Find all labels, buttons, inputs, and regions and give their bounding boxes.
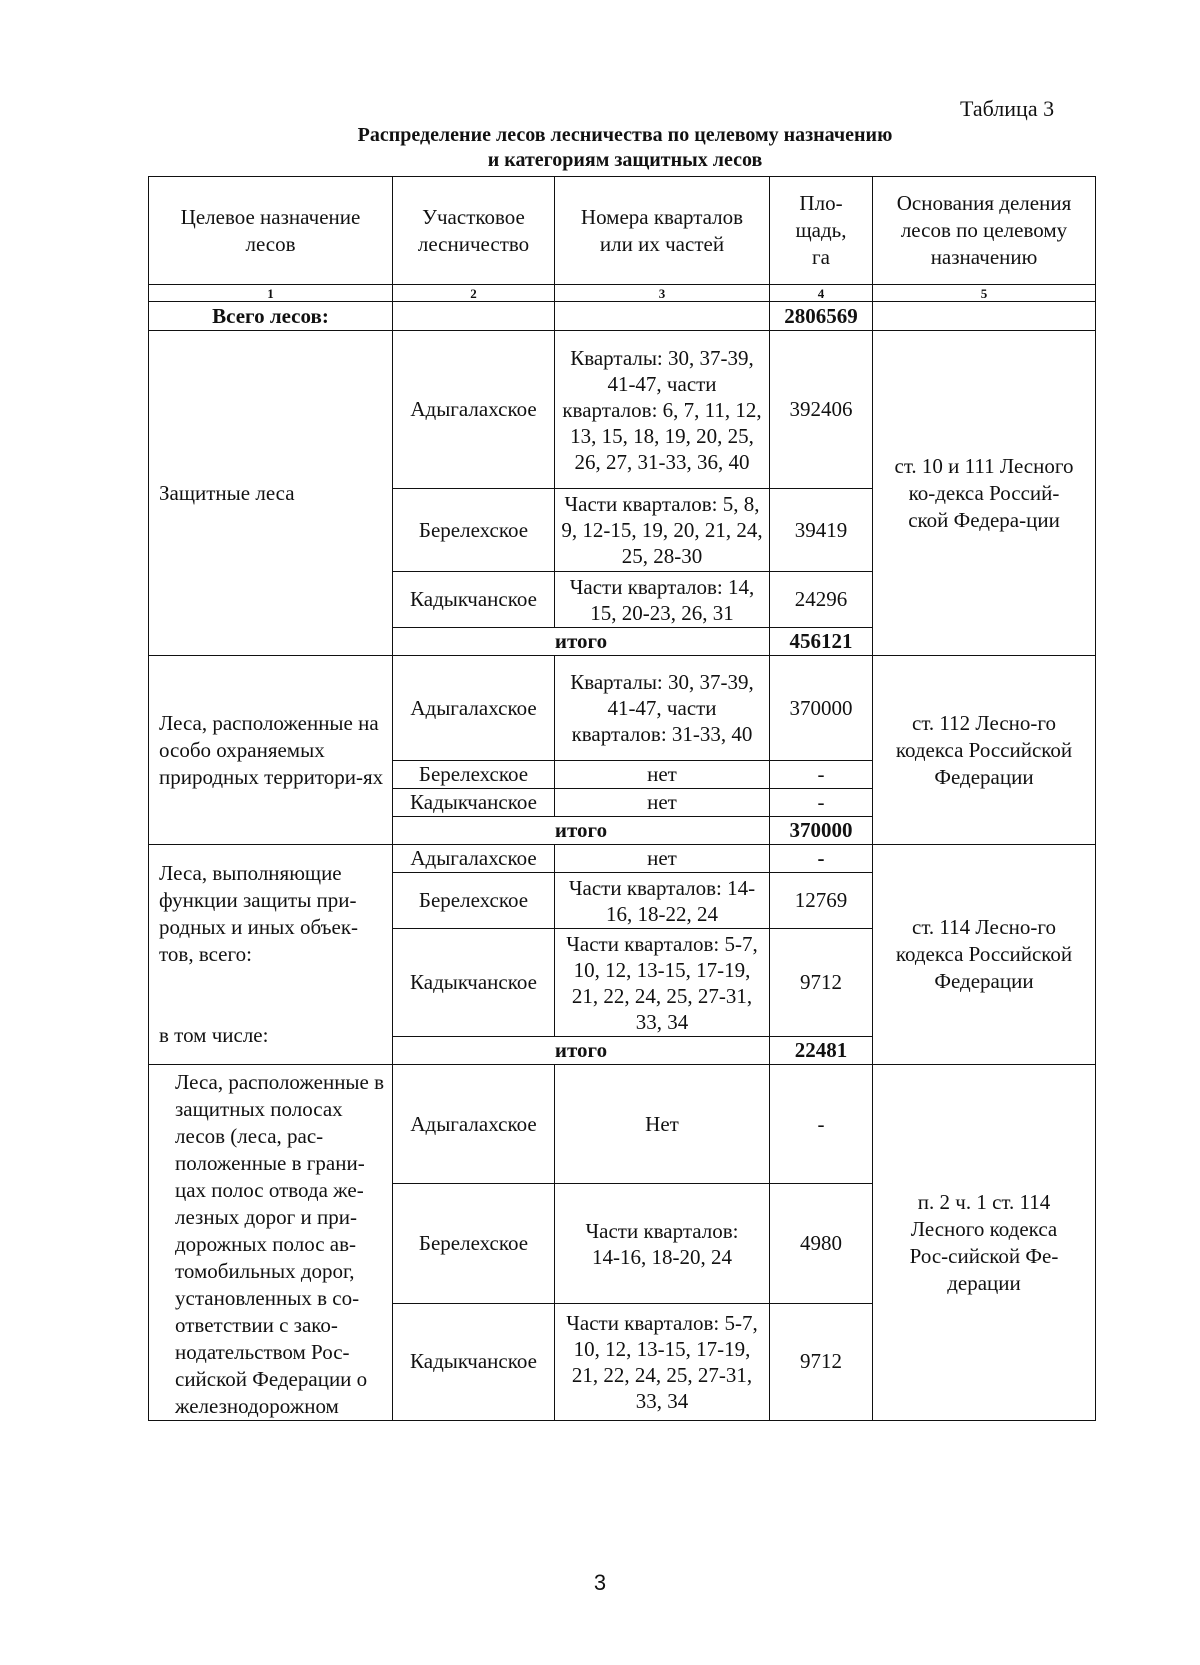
header-purpose: Целевое назначение лесов — [149, 177, 393, 285]
quarters-cell: Части кварталов: 5-7, 10, 12, 13-15, 17-19, 21, 22, 24, 25, 27-31, 33, 34 — [555, 1303, 770, 1420]
quarters-cell: Кварталы: 30, 37-39, 41-47, части кварталов: 6, 7, 11, 12, 13, 15, 18, 19, 20, 25, 26, 27, 31-33, 36, 40 — [555, 331, 770, 489]
empty-cell — [555, 302, 770, 331]
quarters-cell: Части кварталов: 5-7, 10, 12, 13-15, 17-19, 21, 22, 24, 25, 27-31, 33, 34 — [555, 929, 770, 1037]
table-row — [149, 656, 1096, 761]
column-number-row — [149, 285, 1096, 302]
table-label: Таблица 3 — [960, 96, 1055, 121]
quarters-cell: Части кварталов: 14, 15, 20-23, 26, 31 — [555, 572, 770, 628]
area-cell: - — [770, 761, 873, 789]
area-cell: - — [770, 789, 873, 817]
basis-cell: п. 2 ч. 1 ст. 114 Лесного кодекса Рос-сийской Фе-дерации — [873, 1065, 1096, 1421]
total-area: 2806569 — [770, 302, 873, 331]
group-name-sub: в том числе: — [159, 1023, 269, 1047]
page-number: 3 — [593, 1570, 607, 1595]
empty-cell — [873, 302, 1096, 331]
district-cell: Кадыкчанское — [393, 1303, 555, 1420]
table-title-line2: и категориям защитных лесов — [487, 149, 763, 171]
subtotal-label: итого — [393, 1037, 770, 1065]
area-cell: 39419 — [770, 489, 873, 572]
group-name: Защитные леса — [149, 331, 393, 656]
subtotal-label: итого — [393, 817, 770, 845]
district-cell: Кадыкчанское — [393, 929, 555, 1037]
quarters-cell: нет — [555, 789, 770, 817]
subtotal-area: 22481 — [770, 1037, 873, 1065]
subtotal-area: 456121 — [770, 628, 873, 656]
quarters-cell: нет — [555, 761, 770, 789]
area-cell: 24296 — [770, 572, 873, 628]
area-cell: - — [770, 845, 873, 873]
subtotal-label: итого — [393, 628, 770, 656]
area-cell: 9712 — [770, 929, 873, 1037]
district-cell: Кадыкчанское — [393, 789, 555, 817]
group-name: Леса, расположенные на особо охраняемых природных территори-ях — [149, 656, 393, 845]
group-name: Леса, расположенные в защитных полосах лесов (леса, рас-положенные в грани-цах полос отвода же-лезных дорог и при-дорожных полос ав-томобильных дорог, установленных в со-ответствии с зако-нодательством Рос-сийской Федерации о железнодорожном — [149, 1065, 393, 1421]
district-cell: Берелехское — [393, 1184, 555, 1303]
area-cell: 9712 — [770, 1303, 873, 1420]
area-cell: - — [770, 1065, 873, 1184]
quarters-cell: нет — [555, 845, 770, 873]
header-district: Участковое лесничество — [393, 177, 555, 285]
column-number: 2 — [393, 285, 555, 302]
district-cell: Берелехское — [393, 761, 555, 789]
area-cell: 392406 — [770, 331, 873, 489]
basis-cell: ст. 112 Лесно-го кодекса Российской Федерации — [873, 656, 1096, 845]
table-row — [149, 331, 1096, 489]
basis-cell: ст. 10 и 111 Лесного ко-декса Россий-ской Федера-ции — [873, 331, 1096, 656]
quarters-cell: Кварталы: 30, 37-39, 41-47, части кварталов: 31-33, 40 — [555, 656, 770, 761]
area-cell: 4980 — [770, 1184, 873, 1303]
quarters-cell: Части кварталов: 14-16, 18-22, 24 — [555, 873, 770, 929]
district-cell: Берелехское — [393, 489, 555, 572]
district-cell: Кадыкчанское — [393, 572, 555, 628]
district-cell: Адыгалахское — [393, 331, 555, 489]
table-row — [149, 845, 1096, 873]
header-row — [149, 177, 1096, 285]
area-cell: 12769 — [770, 873, 873, 929]
header-area: Пло-щадь, га — [770, 177, 873, 285]
quarters-cell: Нет — [555, 1065, 770, 1184]
column-number: 1 — [149, 285, 393, 302]
table-title — [150, 123, 1100, 173]
district-cell: Адыгалахское — [393, 1065, 555, 1184]
column-number: 5 — [873, 285, 1096, 302]
quarters-cell: Части кварталов: 5, 8, 9, 12-15, 19, 20, 21, 24, 25, 28-30 — [555, 489, 770, 572]
table-title-line1: Распределение лесов лесничества по целевому назначению — [357, 124, 893, 146]
forest-distribution-table — [148, 176, 1096, 1421]
district-cell: Адыгалахское — [393, 845, 555, 873]
district-cell: Адыгалахское — [393, 656, 555, 761]
total-row — [149, 302, 1096, 331]
header-quarters: Номера кварталов или их частей — [555, 177, 770, 285]
basis-cell: ст. 114 Лесно-го кодекса Российской Федерации — [873, 845, 1096, 1065]
header-basis: Основания деления лесов по целевому назначению — [873, 177, 1096, 285]
column-number: 4 — [770, 285, 873, 302]
quarters-cell: Части кварталов: 14-16, 18-20, 24 — [555, 1184, 770, 1303]
group-name-main: Леса, выполняющие функции защиты при-родных и иных объек-тов, всего: — [159, 861, 359, 966]
empty-cell — [393, 302, 555, 331]
table-row — [149, 1065, 1096, 1184]
district-cell: Берелехское — [393, 873, 555, 929]
total-label: Всего лесов: — [149, 302, 393, 331]
group-name — [149, 845, 393, 1065]
column-number: 3 — [555, 285, 770, 302]
subtotal-area: 370000 — [770, 817, 873, 845]
area-cell: 370000 — [770, 656, 873, 761]
